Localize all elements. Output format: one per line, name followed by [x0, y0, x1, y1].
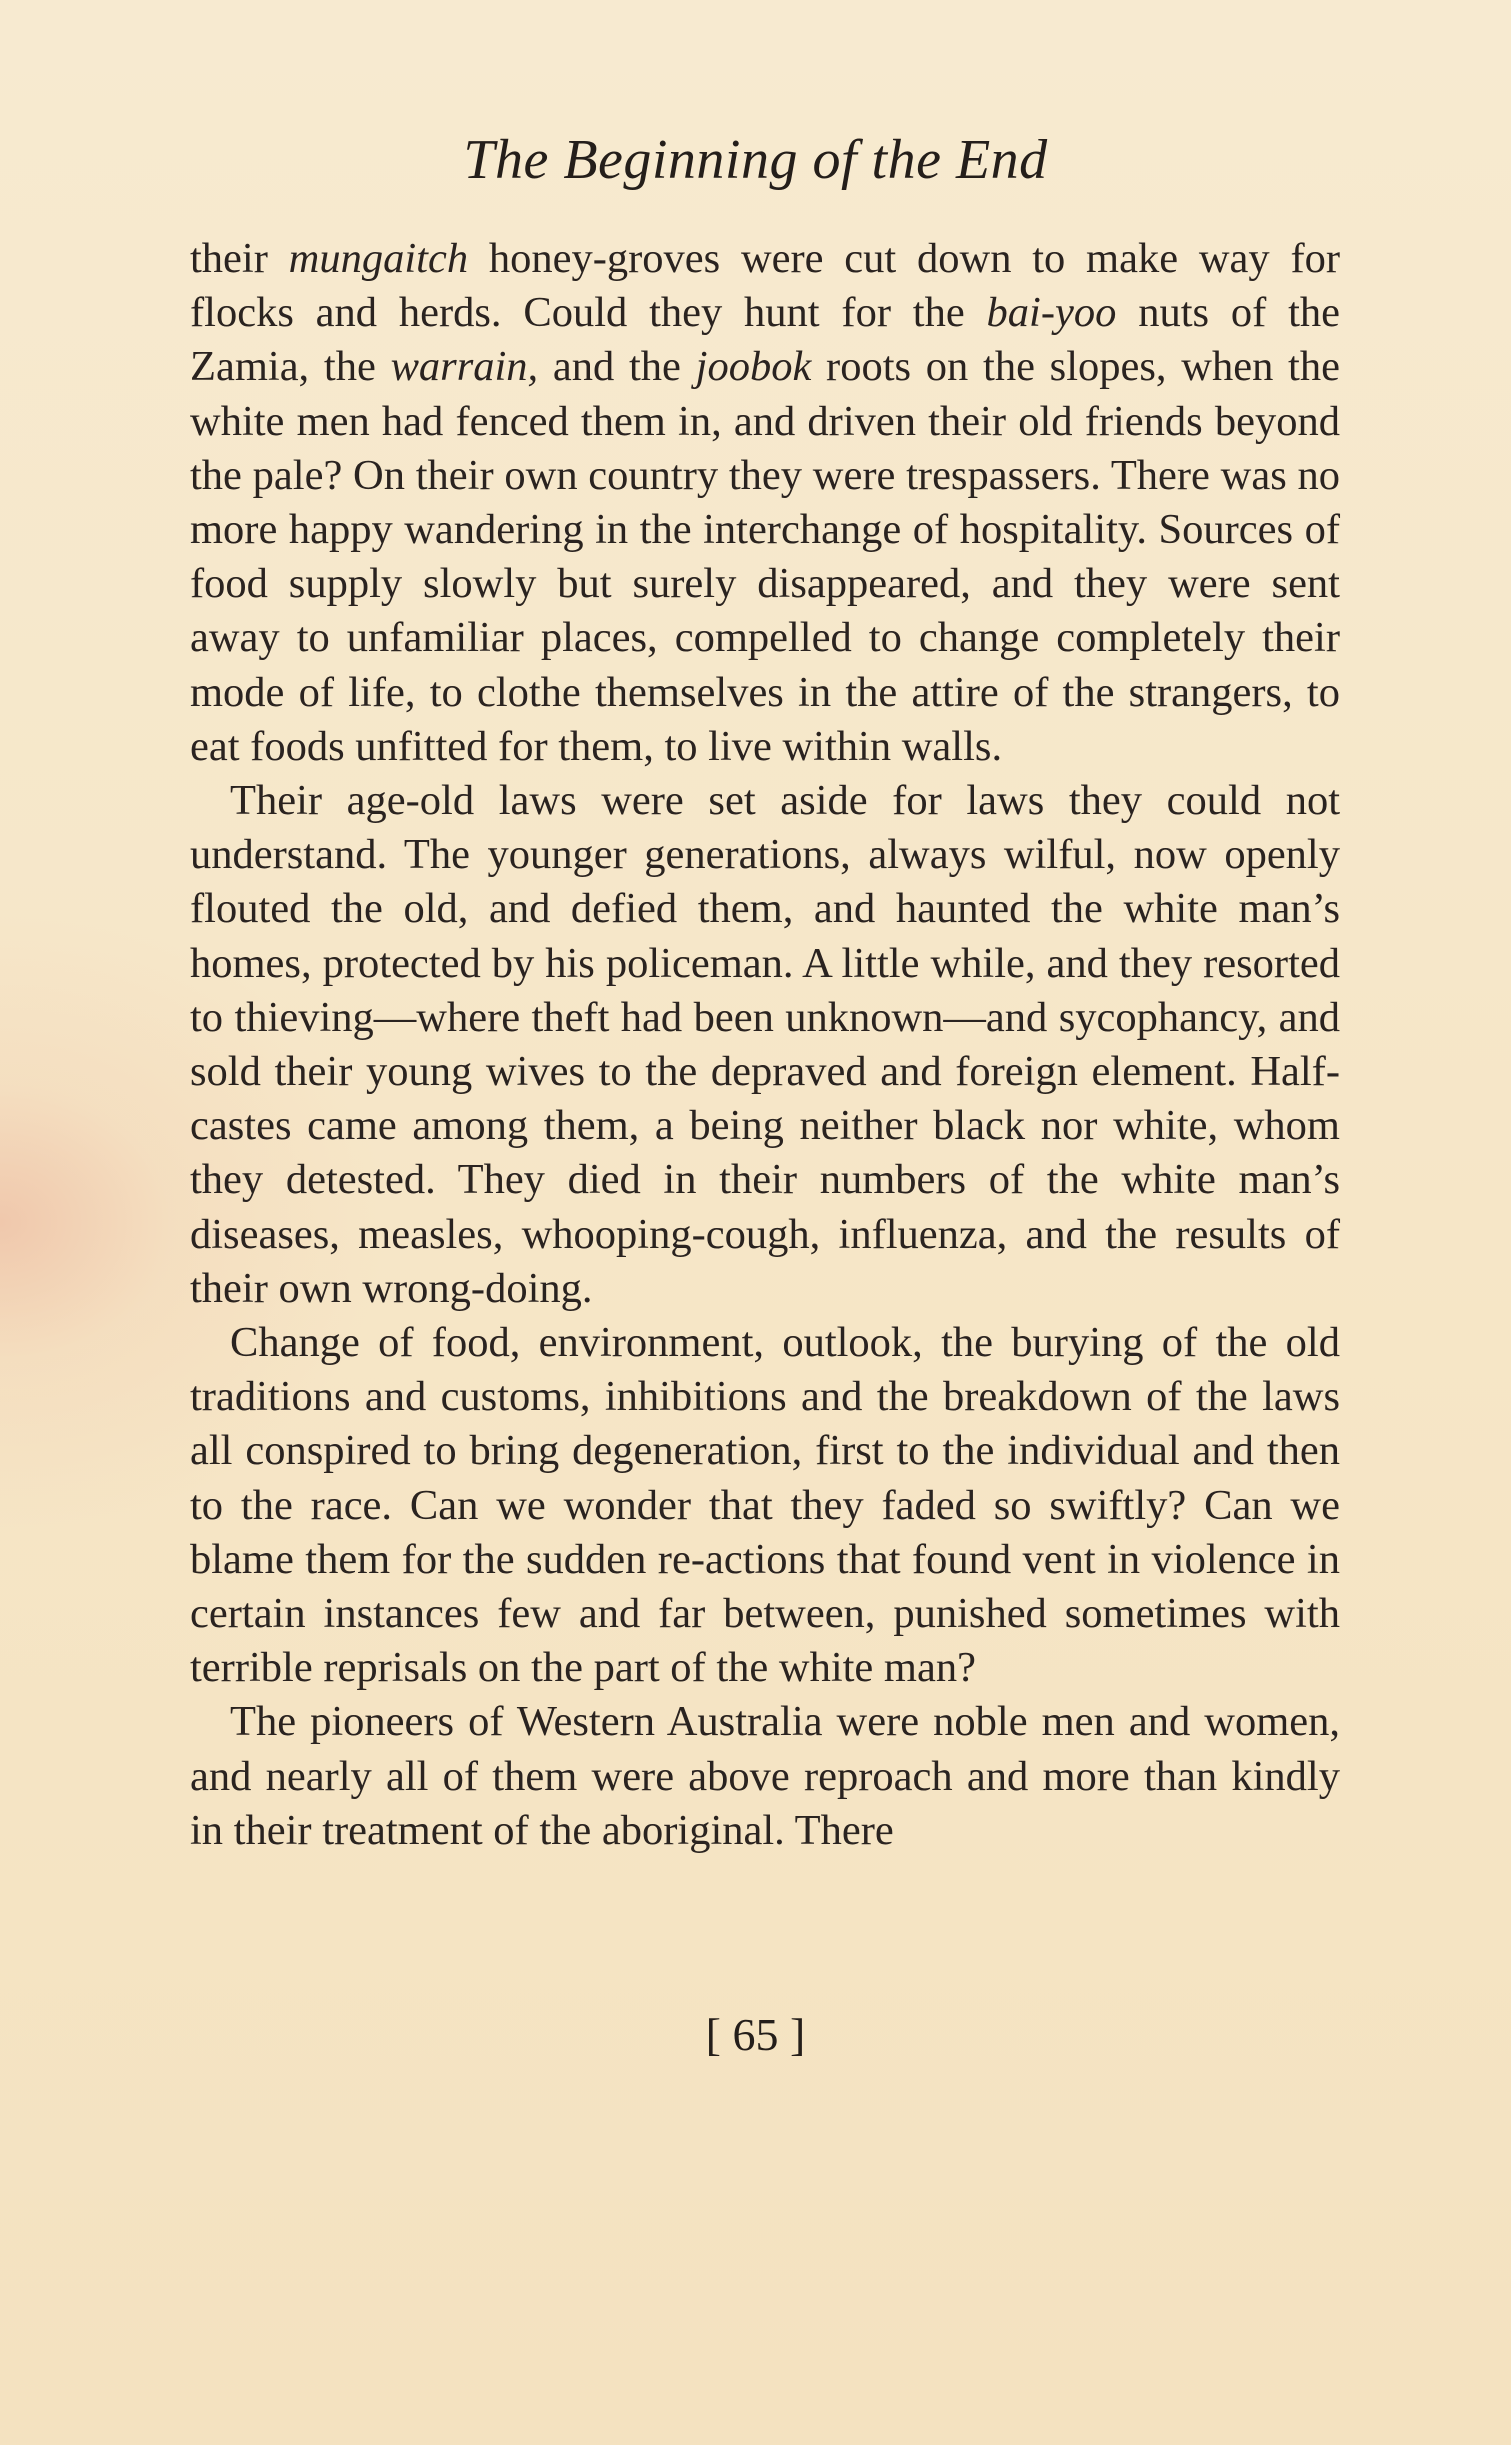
text-run: The pioneers of Western Australia were noble men and women, and nearly all of them were above reproach and more than kindly in their treatment of the aboriginal. There	[190, 1698, 1340, 1854]
running-head: The Beginning of the End	[463, 129, 1048, 191]
italic-term: bai-yoo	[986, 289, 1117, 337]
page-number: [ 65 ]	[705, 2009, 806, 2060]
paragraph	[190, 1316, 1340, 1695]
text-run: nuts of the Zamia, the	[190, 289, 1340, 391]
text-run: honey-groves were cut down to make way for flocks and herds. Could they hunt for the	[190, 235, 1340, 337]
paragraph	[190, 774, 1340, 1316]
paragraph	[190, 232, 1340, 774]
body-text	[190, 232, 1340, 1858]
paragraph	[190, 1695, 1340, 1858]
text-run: Their age-old laws were set aside for laws they could not understand. The younger generations, always wilful, now openly flouted the old, and defied them, and haunted the white man’s homes, protected by his policeman. A little while, and they resorted to thieving—where theft had been unknown—and sycophancy, and sold their young wives to the depraved and foreign element. Half-castes came among them, a being neither black nor white, whom they detested. They died in their numbers of the white man’s diseases, measles, whooping-cough, influenza, and the results of their own wrong-doing.	[190, 777, 1340, 1312]
italic-term: joobok	[695, 343, 812, 391]
text-run: Change of food, environment, outlook, the burying of the old traditions and customs, inhibitions and the breakdown of the laws all conspired to bring degeneration, first to the individual and then to the race. Can we wonder that they faded so swiftly? Can we blame them for the sudden re-actions that found vent in violence in certain instances few and far between, punished sometimes with terrible reprisals on the part of the white man?	[190, 1319, 1340, 1692]
text-run: roots on the slopes, when the white men had fenced them in, and driven their old friends beyond the pale? On their own country they were trespassers. There was no more happy wandering in the interchange of hospitality. Sources of food supply slowly but surely disappeared, and they were sent away to unfamiliar places, compelled to change completely their mode of life, to clothe themselves in the attire of the strangers, to eat foods unfitted for them, to live within walls.	[190, 343, 1340, 770]
italic-term: warrain,	[390, 343, 539, 391]
text-run: and the	[538, 343, 696, 391]
text-run: their	[190, 235, 289, 282]
italic-term: mungaitch	[288, 235, 469, 282]
